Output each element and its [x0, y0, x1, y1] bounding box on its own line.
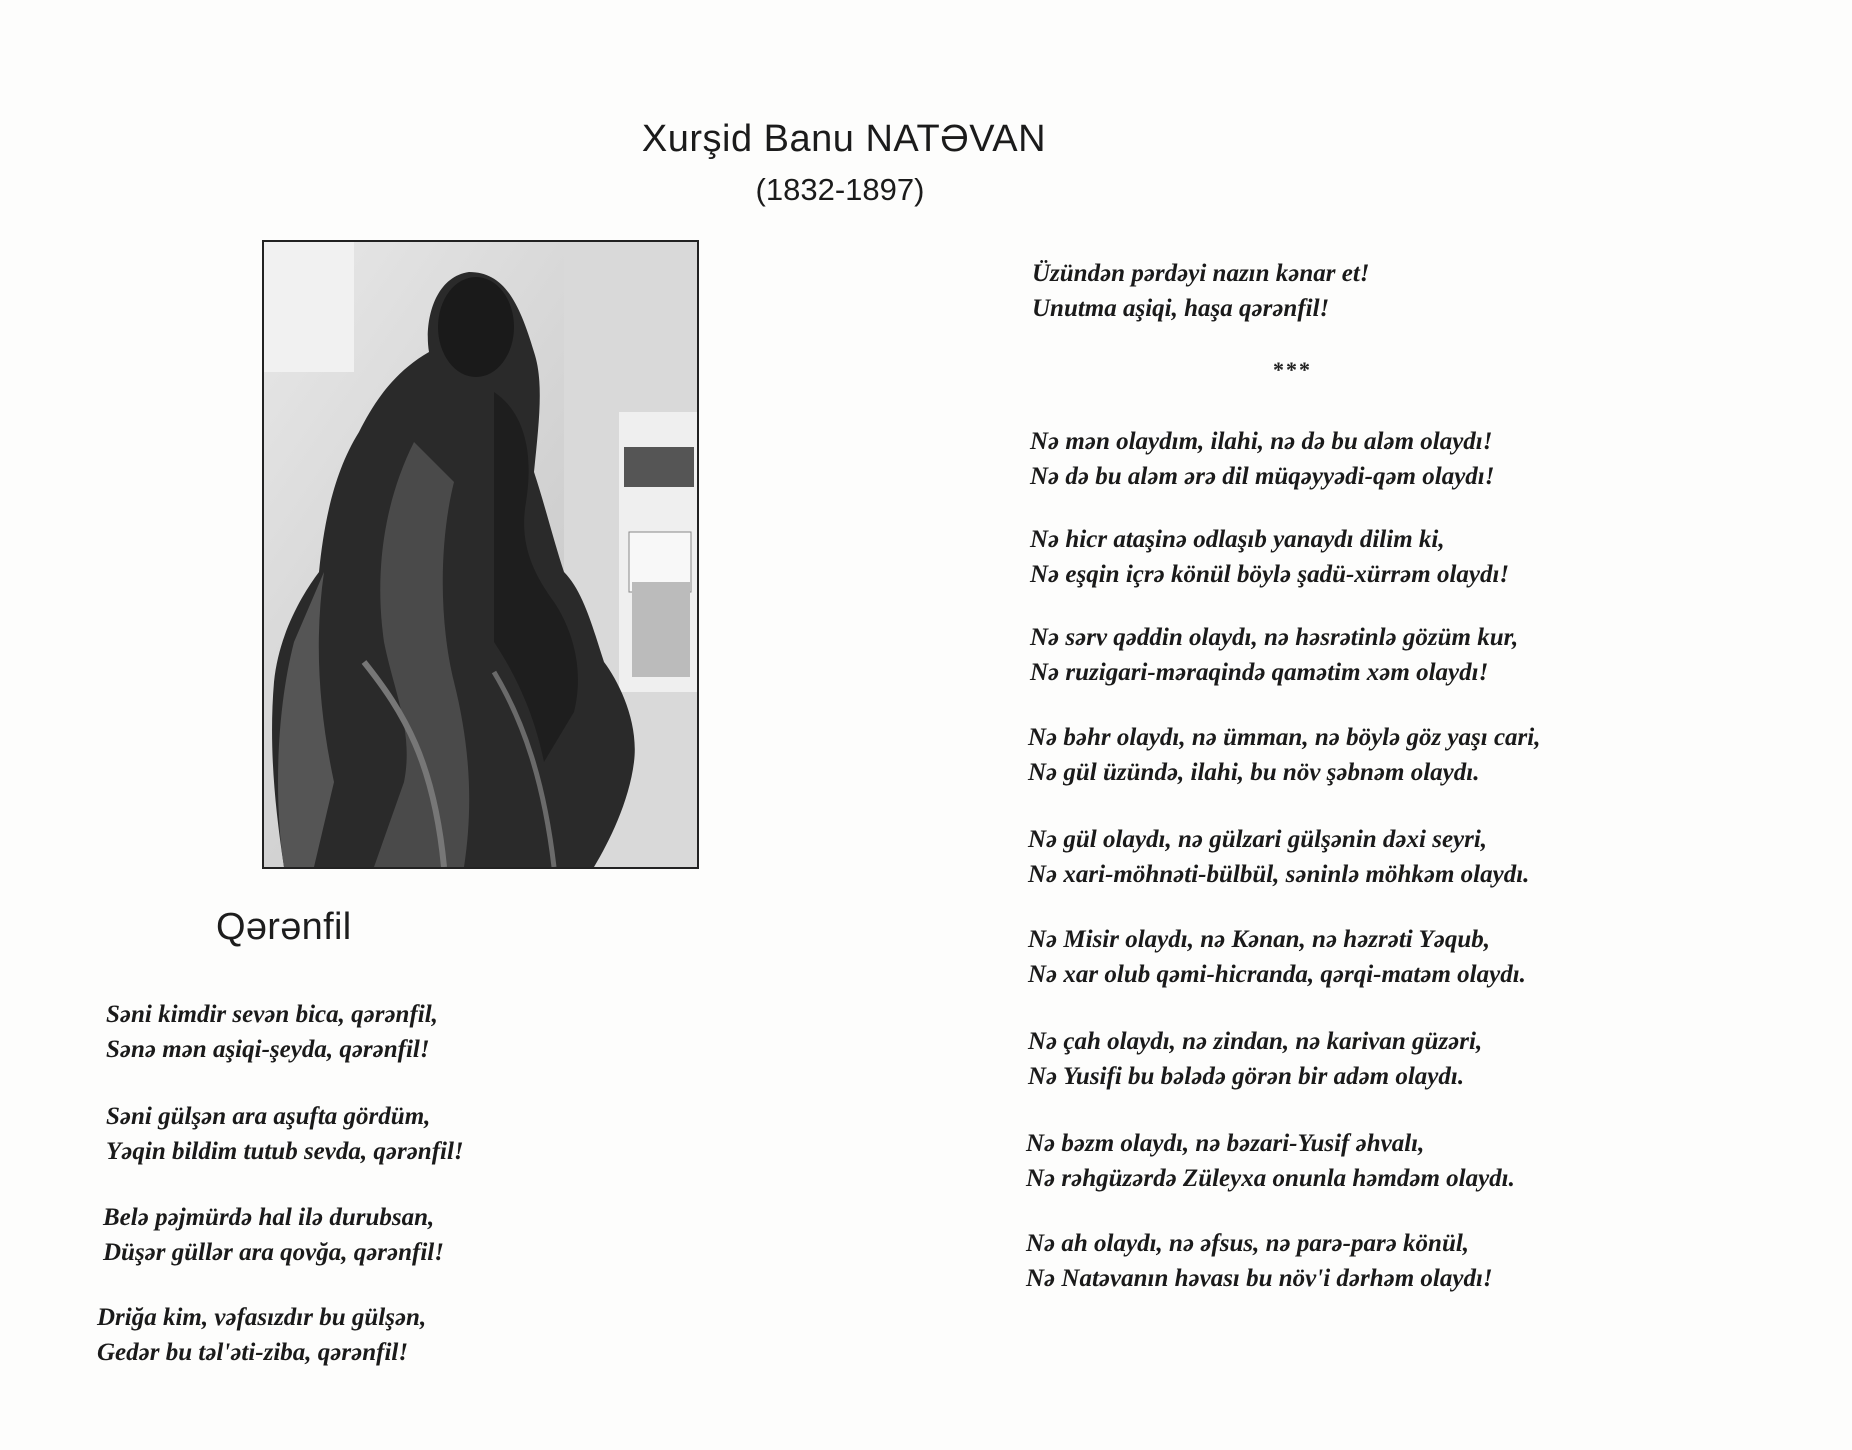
stanza: [1030, 424, 1494, 494]
poem-line: Nə də bu aləm ərə dil müqəyyədi-qəm olaydı!: [1030, 463, 1495, 490]
poem-line: Nə çah olaydı, nə zindan, nə karivan güzəri,: [1028, 1028, 1483, 1055]
stanza: [97, 1300, 426, 1370]
stanza: [106, 1099, 464, 1169]
poem-line: Nə gül üzündə, ilahi, bu növ şəbnəm olaydı.: [1028, 759, 1480, 786]
poem-line: Üzündən pərdəyi nazın kənar et!: [1032, 260, 1370, 287]
stanza-separator: ***: [1273, 357, 1312, 382]
poem-line: Belə pəjmürdə hal ilə durubsan,: [103, 1204, 435, 1231]
poem-line: Unutma aşiqi, haşa qərənfil!: [1032, 295, 1330, 322]
poem-line: Nə xar olub qəmi-hicranda, qərqi-matəm olaydı.: [1028, 961, 1526, 988]
stanza: [1030, 620, 1518, 690]
poem-line: Nə Natəvanın həvası bu növ'i dərhəm olaydı!: [1026, 1265, 1493, 1292]
poem-line: Düşər güllər ara qovğa, qərənfil!: [103, 1239, 444, 1266]
poem-line: Nə Misir olaydı, nə Kənan, nə həzrəti Yəqub,: [1028, 926, 1491, 953]
poem-line: Nə bəhr olaydı, nə ümman, nə böylə göz yaşı cari,: [1028, 724, 1541, 751]
poem-line: Yəqin bildim tutub sevda, qərənfil!: [106, 1138, 464, 1165]
stanza: [1028, 1024, 1482, 1094]
poem-line: Nə xari-möhnəti-bülbül, səninlə möhkəm olaydı.: [1028, 861, 1530, 888]
poem-line: Sənə mən aşiqi-şeyda, qərənfil!: [106, 1036, 430, 1063]
poem-line: Nə ah olaydı, nə əfsus, nə parə-parə könül,: [1026, 1230, 1470, 1257]
stanza: [1032, 256, 1370, 326]
poem-line: Səni kimdir sevən bica, qərənfil,: [106, 1001, 438, 1028]
poem-line: Nə gül olaydı, nə gülzari gülşənin dəxi seyri,: [1028, 826, 1488, 853]
poem-line: Nə Yusifi bu bələdə görən bir adəm olaydı.: [1028, 1063, 1465, 1090]
stanza: [1026, 1126, 1515, 1196]
poem-line: Səni gülşən ara aşufta gördüm,: [106, 1103, 431, 1130]
stanza: [1028, 822, 1529, 892]
poem-line: Nə rəhgüzərdə Züleyxa onunla həmdəm olaydı.: [1026, 1165, 1515, 1192]
poem-line: Nə eşqin içrə könül böylə şadü-xürrəm olaydı!: [1030, 561, 1510, 588]
poem-line: Nə mən olaydım, ilahi, nə də bu aləm olaydı!: [1030, 428, 1493, 455]
poem-title: Qərənfil: [216, 906, 352, 948]
poem-line: Gedər bu təl'əti-ziba, qərənfil!: [97, 1339, 409, 1366]
poem-line: Nə bəzm olaydı, nə bəzari-Yusif əhvalı,: [1026, 1130, 1425, 1157]
statue-photo-icon: [264, 242, 697, 867]
poem-line: Nə ruzigari-məraqində qamətim xəm olaydı!: [1030, 659, 1489, 686]
stanza: [1026, 1226, 1493, 1296]
author-years: (1832-1897): [755, 172, 925, 207]
poem-line: Driğa kim, vəfasızdır bu gülşən,: [97, 1304, 427, 1331]
stanza: [103, 1200, 444, 1270]
poem-line: Nə sərv qəddin olaydı, nə həsrətinlə gözüm kur,: [1030, 624, 1519, 651]
portrait-photo: [262, 240, 699, 869]
poem-line: Nə hicr ataşinə odlaşıb yanaydı dilim ki,: [1030, 526, 1445, 553]
stanza: [1030, 522, 1509, 592]
author-name: Xurşid Banu NATƏVAN: [641, 118, 1047, 160]
stanza: [1028, 720, 1540, 790]
stanza: [1028, 922, 1526, 992]
stanza: [106, 997, 438, 1067]
